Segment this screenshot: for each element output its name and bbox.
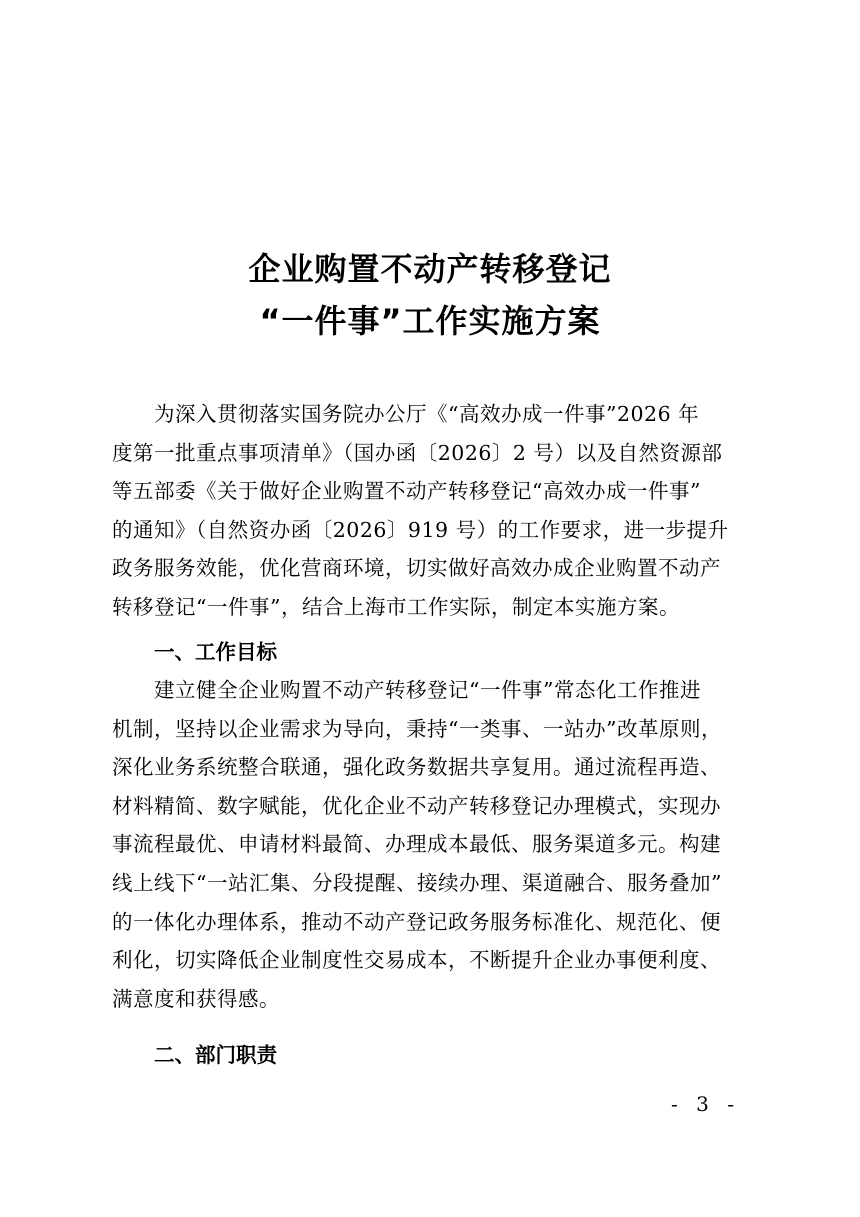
section-heading-responsibilities: 二、部门职责 bbox=[154, 1043, 277, 1067]
paragraph-line: 转移登记“一件事”，结合上海市工作实际，制定本实施方案。 bbox=[112, 594, 680, 619]
document-title-line-2: “一件事”工作实施方案 bbox=[259, 302, 601, 340]
paragraph-line: 机制，坚持以企业需求为导向，秉持“一类事、一站办”改革原则， bbox=[112, 716, 722, 741]
paragraph-line: 等五部委《关于做好企业购置不动产转移登记“高效办成一件事” bbox=[112, 479, 701, 504]
paragraph-line: 为深入贯彻落实国务院办公厅《“高效办成一件事”2026 年 bbox=[154, 402, 700, 426]
goals-paragraph bbox=[112, 671, 752, 1018]
intro-paragraph bbox=[112, 395, 752, 627]
paragraph-line: 利化，切实降低企业制度性交易成本，不断提升企业办事便利度、 bbox=[112, 948, 721, 973]
section-heading-goals: 一、工作目标 bbox=[154, 640, 277, 664]
paragraph-line: 建立健全企业购置不动产转移登记“一件事”常态化工作推进 bbox=[154, 678, 701, 702]
paragraph-line: 材料精简、数字赋能，优化企业不动产转移登记办理模式，实现办 bbox=[112, 793, 721, 818]
paragraph-line: 事流程最优、申请材料最简、办理成本最低、服务渠道多元。构建 bbox=[112, 832, 721, 857]
paragraph-line: 的一体化办理体系，推动不动产登记政务服务标准化、规范化、便 bbox=[112, 909, 721, 934]
document-title-line-1: 企业购置不动产转移登记 bbox=[248, 250, 612, 288]
paragraph-line: 度第一批重点事项清单》（国办函〔2026〕2 号）以及自然资源部 bbox=[112, 440, 723, 465]
paragraph-line: 政务服务效能，优化营商环境，切实做好高效办成企业购置不动产 bbox=[112, 556, 721, 581]
paragraph-line: 线上线下“一站汇集、分段提醒、接续办理、渠道融合、服务叠加” bbox=[112, 870, 722, 895]
paragraph-line: 的通知》（自然资办函〔2026〕919 号）的工作要求，进一步提升 bbox=[112, 517, 729, 542]
page-number: - 3 - bbox=[671, 1092, 740, 1116]
paragraph-line: 满意度和获得感。 bbox=[112, 986, 280, 1011]
paragraph-line: 深化业务系统整合联通，强化政务数据共享复用。通过流程再造、 bbox=[112, 755, 721, 780]
